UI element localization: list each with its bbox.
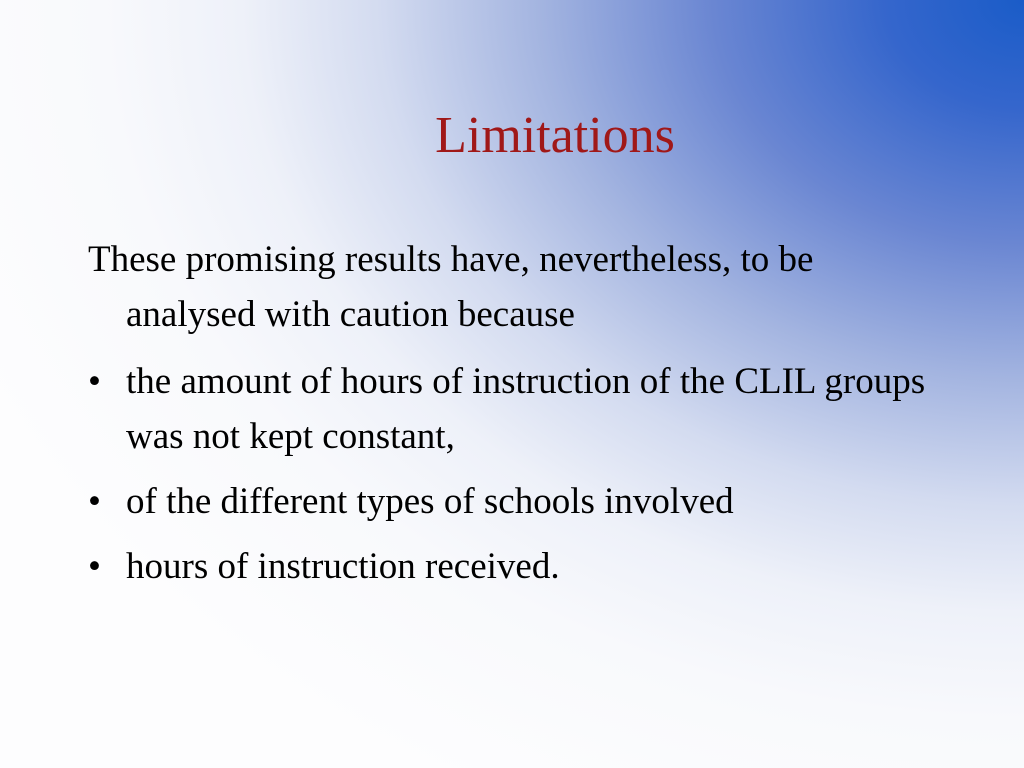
bullet-item (88, 539, 948, 594)
bullet-item (88, 474, 948, 529)
bullet-item (88, 354, 948, 464)
bullet-icon: • (88, 481, 101, 522)
slide-title: Limitations (435, 107, 675, 164)
bullet-icon: • (88, 546, 101, 587)
bullet-text: the amount of hours of instruction of the CLIL groups was not kept constant, (126, 361, 926, 457)
bullet-text: hours of instruction received. (126, 546, 560, 587)
bullet-text: of the different types of schools involved (126, 481, 734, 522)
bullet-icon: • (88, 361, 101, 402)
bullet-list (88, 354, 948, 594)
slide-body (88, 232, 948, 604)
intro-paragraph: These promising results have, nevertheless, to be analysed with caution because (88, 239, 814, 335)
